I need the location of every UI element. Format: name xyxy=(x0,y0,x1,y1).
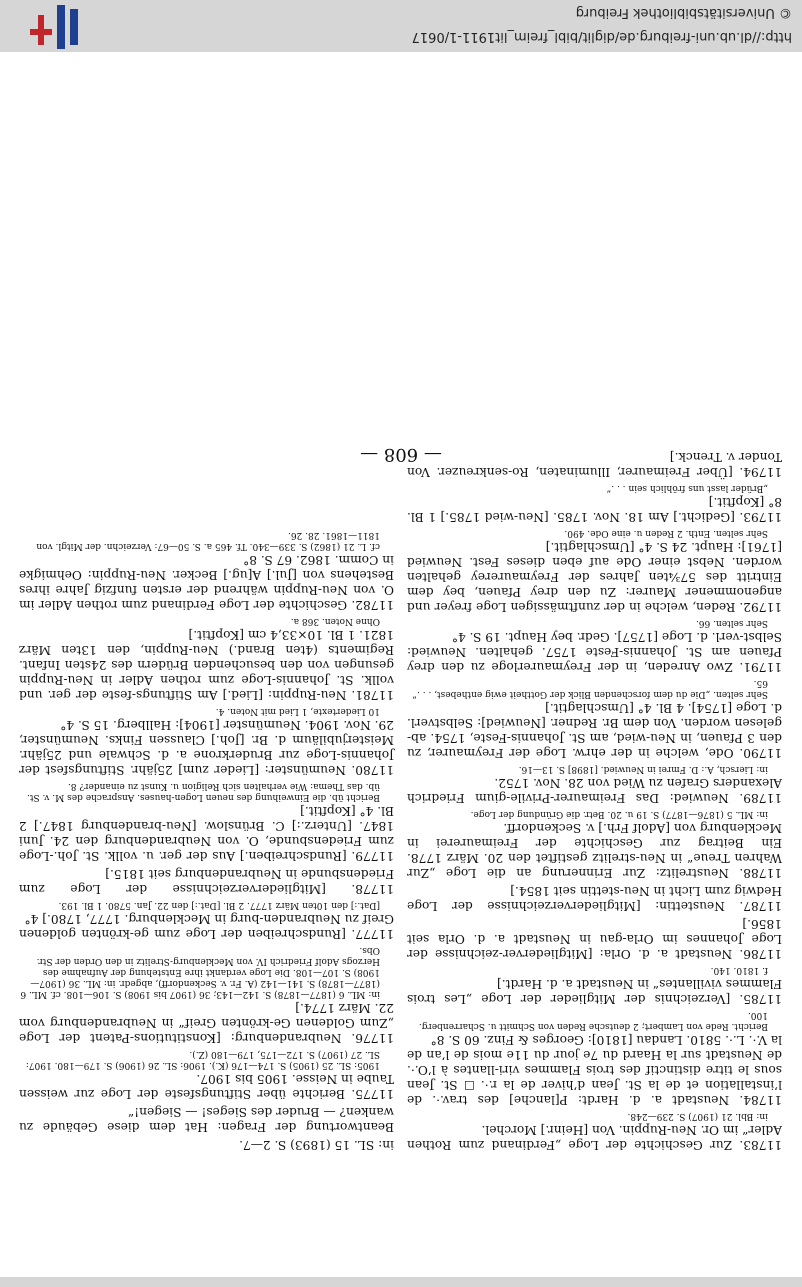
entry-text: 11787. Neustettin: [Mitgliederverzeichnisse der Loge Hedwig zum Licht in Neu-stettin seit 1854.] xyxy=(407,884,782,913)
entry-text: 11776. Neubrandenburg: [Konstitutions-Patent der Loge „Zum Goldenen Ge-krönten Greif“ in Neubrandenburg vom 22. März 1774.] xyxy=(19,1001,394,1045)
bibliography-entry xyxy=(19,1137,394,1152)
bibliography-entry xyxy=(407,808,782,880)
entry-note: in: Liersch, A.: D. Fmrei in Neuwied. [1898] S. 13—16. xyxy=(518,764,768,774)
bibliography-entry xyxy=(19,1104,394,1134)
entry-text: 11782. Geschichte der Loge Ferdinand zum rothen Adler im O. von Neu-Ruppin während der ersten funfzig Jahre ihres Bestehens von [Jul.] A[ug.] Becker. Neu-Ruppin: Oehmigke in Comm. 1862. 67 S. 8° xyxy=(19,553,394,612)
bibliography-entry xyxy=(19,780,394,863)
entry-text: 11780. Neumünster: [Lieder zum] 25jähr. Stiftungsfest der Johannis-Loge zur Bruderkrone a. d. Schwale und 25jähr. Meisterjubiläum d. Br. [Joh.] Claussen Finks. Neumünster, 29. Nov. 1904. Neumünster [1904]: Hallberg. 15 S. 4° xyxy=(19,718,394,777)
entry-note: Sehr selten. 66. xyxy=(695,618,768,628)
bibliography-entry xyxy=(407,617,782,674)
bibliography-entry xyxy=(19,615,394,702)
entry-text: 11790. Ode, welche in der ehrw. Loge der Freymaurer, zu den 3 Pfauen, in Neu-wied, am St. Johannis-Feste, 1754. ab-gelesen worden. Von dem Br. Redner. [Neuwied]: Selbstverl. d. Loge [1754]. 4 Bl. 4° [Umschlagtit.] xyxy=(407,701,782,760)
bibliography-entry xyxy=(407,1110,782,1152)
entry-note: f. 1810. 140. xyxy=(710,965,768,975)
entry-text: 11788. Neustrelitz: Zur Erinnerung an die Loge „Zur Wahren Treue“ in Neu-strelitz gestiftet den 20. März 1778. Ein Beitrag zur Geschichte der Freimaurerei in Mecklenburg von [Adolf Frh.] v. Seckendorff. xyxy=(407,821,782,880)
right-column xyxy=(19,526,394,1152)
bibliography-entry xyxy=(407,964,782,1006)
page-number: — 608 — xyxy=(360,444,442,465)
source-url[interactable]: http://dl.ub.uni-freiburg.de/diglit/bibl_freim_lit1911-1/0617 xyxy=(411,29,792,44)
entry-note: in: ML. 5 (1876—1877) S. 19 u. 20. Betr. die Gründung der Loge. xyxy=(470,809,768,819)
entry-note: Sehr selten. Enth. 2 Reden u. eine Ode. 490. xyxy=(564,528,768,538)
bibliography-entry xyxy=(407,482,782,524)
copyright-text: © Universitätsbibliothek Freiburg xyxy=(575,5,792,20)
entry-note: Ohne Noten. 368 a. xyxy=(290,616,380,626)
entry-text: 11778. [Mitgliederverzeichnisse der Loge zum Friedensbunde in Neubrandenburg seit 1815.] xyxy=(19,867,394,896)
bibliography-entry xyxy=(19,899,394,941)
entry-text: 11794. [Über Freimaurer, Illuminaten, Ro-senkreuzer. Von Tonder v. Trenck.] xyxy=(407,450,782,479)
bibliography-entry xyxy=(19,1048,394,1101)
left-column xyxy=(407,446,782,1152)
bibliography-entry xyxy=(407,883,782,913)
entry-text: 11793. [Gedicht.] Am 18. Nov. 1785. [Neu-wied 1785.] 1 Bl. 8° [Kopftit.] xyxy=(407,495,782,524)
entry-text: 11783. Zur Geschichte der Loge „Ferdinand zum Rothen Adler“ im Or. Neu-Ruppin. Von [Heinr.] Morchel. xyxy=(407,1123,782,1152)
bibliography-entry xyxy=(19,529,394,612)
bibliography-entry xyxy=(19,705,394,777)
entry-note: Bericht üb. die Einweihung des neuen Logen-hauses. Ansprache des M. v. St. üb. das Thema: Wie verhalten sich Religion u. Kunst zu einander? 8. xyxy=(27,781,380,802)
bibliography-entry xyxy=(407,1009,782,1107)
entry-note: 1905: SL. 25 (1905) S. 174—176 (K.). 1906: SL. 26 (1906) S. 179—180. 1907: SL. 27 (1907) S. 172—175, 179—180 (Z.). xyxy=(25,1049,380,1070)
bibliography-entry xyxy=(407,916,782,961)
entry-text: 11777. [Rundschreiben der Loge zum ge-krönten goldenen Greif zu Neubranden-burg in Mecklenburg. 1777, 1780.] 4° xyxy=(19,912,394,941)
bibliography-entry xyxy=(407,763,782,805)
bibliography-entry xyxy=(407,677,782,760)
entry-text: 11792. Reden, welche in der zunftmässigen Loge freyer und angenommener Maurer: Zu den drey Pfauen, bey dem Eintritt des 57¾ten Jahres der Freymaurerey gehalten worden. Nebst einer Ode auf eben dieses Fest. Neuwied [1761]: Haupt. 24 S. 4° [Umschlagtit.] xyxy=(407,540,782,614)
ub-freiburg-logo-icon xyxy=(22,5,78,49)
entry-text: 11786. Neustadt a. d. Orla: [Mitgliederver-zeichnisse der Loge Johannes im Orla-gau in Neustadt a. d. Orla seit 1856.] xyxy=(407,917,782,961)
entry-note: cf. L. 21 (1862) S. 339—340. Tf. 465 a. S. 50—67: Verzeichn. der Mitgl. von 1811—1861. 28. 26. xyxy=(36,530,380,551)
entry-note: 10 Liedertexte, 1 Lied mit Noten. 4. xyxy=(215,706,380,716)
entry-note: Bericht. Rede von Lambert; 2 deutsche Reden von Schmitt u. Scharrenberg. 100. xyxy=(418,1010,768,1031)
bibliography-entry xyxy=(19,866,394,896)
entry-text: 11779. [Rundschreiben.] Aus der ger. u. vollk. St. Joh.-Loge zum Friedensbunde, O. von Neubrandenburg den 24. Juni 1847. [Unterz.:] C. Brünslow. [Neu-brandenburg 1847.] 2 Bl. 4° [Kopftit.] xyxy=(19,804,394,863)
entry-note: in: Bbl. 21 (1907) S. 239—248. xyxy=(627,1111,768,1121)
entry-text: 11789. Neuwied: Das Freimaurer-Privile-gium Friedrich Alexanders Grafen zu Wied von 28. Nov. 1752. xyxy=(407,776,782,805)
entry-text: Beantwortung der Fragen: Hat dem diese Gebäude zu wanken? — Bruder des Sieges! — Siegen!“ xyxy=(19,1105,394,1134)
bibliography-entry xyxy=(407,449,782,479)
entry-text: 11775. Berichte über Stiftungsfeste der Loge zur weissen Taube in Neisse. 1905 bis 1907. xyxy=(19,1072,394,1101)
entry-text: 11784. Neustadt a. d. Hardt: P[lanche] des trav.·. de l’installation et de la St. Jean d’hiver de la r.·. ☐ St. Jean sous le titre distinctif des trois Flammes viri-llantes à l’O.·. de Neustadt sur la Haard du 7e jour du 11e mois de l’an de la V.·. L.·. 5810. Landau [1810]: Georges & Finz. 60 S. 8° xyxy=(407,1033,782,1107)
entry-note: Sehr selten. „Die du dem forschenden Blick der Gottheit ewig enthebest, . . .“ 65. xyxy=(412,678,768,699)
entry-note: in: ML. 6 (1877—1878) S. 142—143; 36 (1907 bis 1908) S. 106—108. cf. ML. 6 (1877—1878) S. 141—142 (A. Fr. v. Seckendorff), abgedr. in: ML. 36 (1907—1908) S. 107—108. Die Loge verdankt ihre Entstehung der Aufnahme des Herzogs Adolf Friedrich IV. von Mecklenburg-Strelitz in den Orden der Str. Obs. xyxy=(20,945,380,999)
entry-text: 11785. [Verzeichnis der Mitglieder der Loge „Les trois Flammes vivillantes“ in Neustadt a. d. Hardt.] xyxy=(407,977,782,1006)
entry-text: 11791. Zwo Anreden, in der Freymaurerloge zu den drey Pfauen am St. Johannis-Feste 1757. gehalten. Neuwied: Selbst-verl. d. Loge [1757]. Gedr. bey Haupt. 19 S. 4° xyxy=(407,630,782,674)
entry-text: 11781. Neu-Ruppin: [Lied.] Am Stiftungs-feste der ger. und vollk. St. Johannis-Loge zum rothen Adler in Neu-Ruppin gesungen von den besuchenden Brüdern des 24sten Infant. Regiments (4ten Brand.) Neu-Ruppin, den 13ten März 1821. 1 Bl. 10×33,4 cm [Kopftit.] xyxy=(19,628,394,702)
bibliography-entry xyxy=(407,527,782,614)
entry-text: in: SL. 15 (1893) S. 2—7. xyxy=(239,1138,394,1152)
entry-note: [Dat.:] den 10ten März 1777. 2 Bl. [Dat.:] den 22. Jan. 5780. 1 Bl. 193. xyxy=(58,900,380,910)
entry-note: „Brüder lasst uns fröhlich sein . . .“ xyxy=(606,483,768,493)
bibliography-entry xyxy=(19,944,394,1045)
